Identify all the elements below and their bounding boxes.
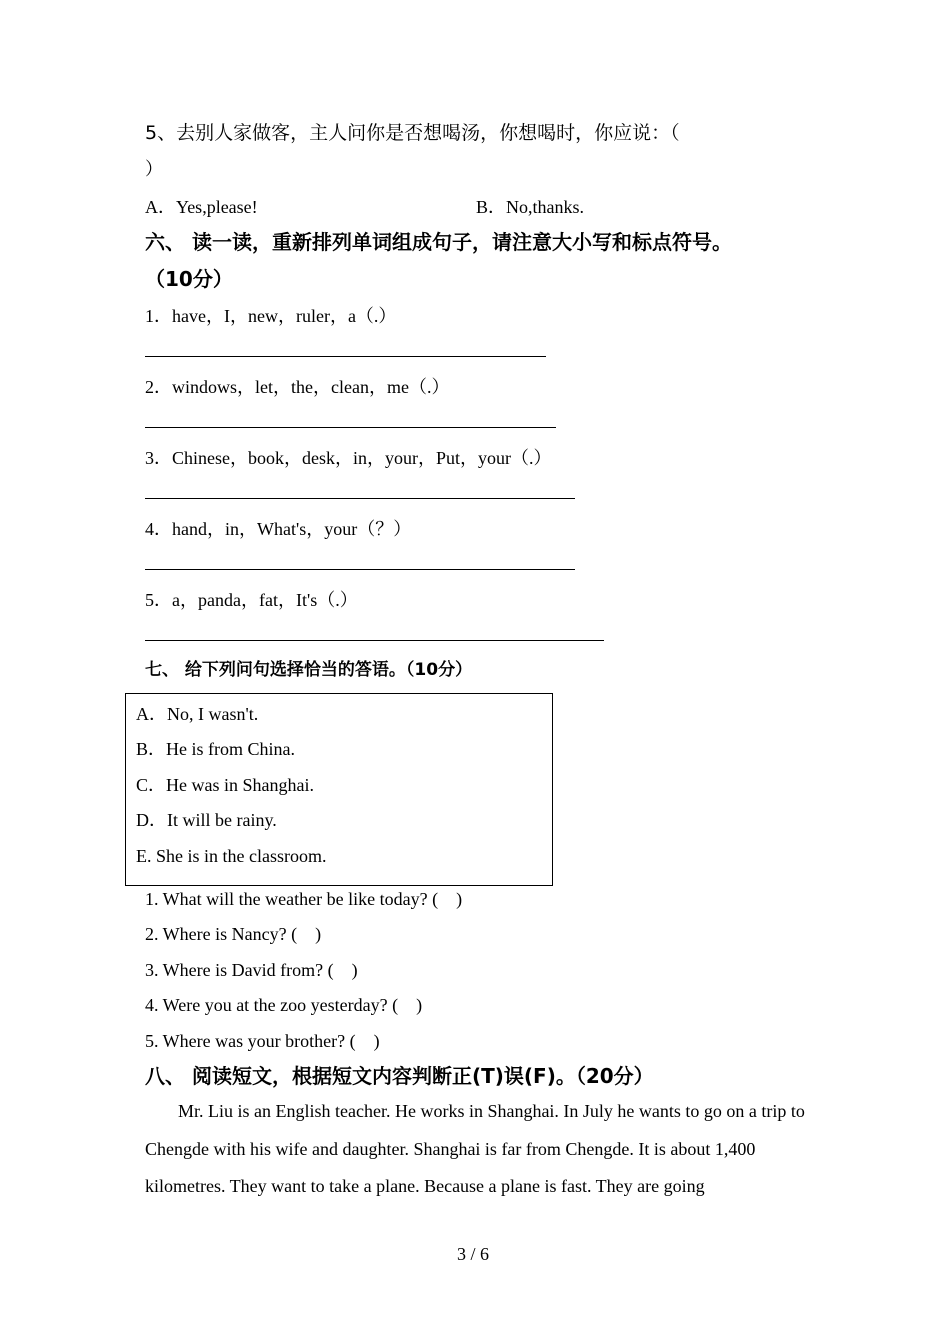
- section7-question-4: 4. Were you at the zoo yesterday? ( ): [145, 995, 423, 1015]
- section8-heading: 八、 阅读短文，根据短文内容判断正(T)误(F)。（20分）: [145, 1064, 654, 1088]
- q5-question-line1: 5、去别人家做客，主人问你是否想喝汤，你想喝时，你应说：（: [145, 122, 680, 144]
- q5-question-line2: ）: [145, 159, 163, 180]
- section7-question-2: 2. Where is Nancy? ( ): [145, 924, 322, 944]
- section6-heading: 六、 读一读，重新排列单词组成句子，请注意大小写和标点符号。: [145, 230, 732, 254]
- answer-option-c: C．He was in Shanghai.: [136, 775, 314, 795]
- answer-option-a: A．No, I wasn't.: [136, 704, 259, 724]
- q5-option-a: A．Yes,please!: [145, 197, 258, 217]
- section6-item-2: 2．windows，let，the，clean，me（.）: [145, 377, 450, 397]
- answer-line-2[interactable]: [145, 427, 556, 428]
- q5-option-b: B．No,thanks.: [476, 197, 584, 217]
- answer-line-3[interactable]: [145, 498, 575, 499]
- answer-option-d: D．It will be rainy.: [136, 810, 277, 830]
- answer-option-e: E. She is in the classroom.: [136, 846, 327, 866]
- section6-heading-score: （10分）: [145, 267, 233, 291]
- section6-item-5: 5．a，panda，fat，It's（.）: [145, 590, 358, 610]
- answer-option-b: B．He is from China.: [136, 739, 295, 759]
- answer-line-4[interactable]: [145, 569, 575, 570]
- answer-line-5[interactable]: [145, 640, 604, 641]
- section7-question-1: 1. What will the weather be like today? ( ): [145, 889, 463, 909]
- section7-question-3: 3. Where is David from? ( ): [145, 960, 358, 980]
- answer-line-1[interactable]: [145, 356, 546, 357]
- section7-heading: 七、 给下列问句选择恰当的答语。（10分）: [145, 660, 473, 680]
- section6-item-3: 3．Chinese，book，desk，in，your，Put，your（.）: [145, 448, 552, 468]
- section6-item-1: 1．have，I，new，ruler，a（.）: [145, 306, 397, 326]
- section7-question-5: 5. Where was your brother? ( ): [145, 1031, 380, 1051]
- page-number: 3 / 6: [457, 1244, 490, 1264]
- section6-item-4: 4．hand，in，What's，your（？）: [145, 519, 412, 539]
- section8-passage: Mr. Liu is an English teacher. He works in Shanghai. In July he wants to go on a trip to Chengde with his wife and daughter. Shanghai is far from Chengde. It is about 1,400 kilometres. They want to take a plane. Because a plane is fast. They are going: [145, 1101, 805, 1196]
